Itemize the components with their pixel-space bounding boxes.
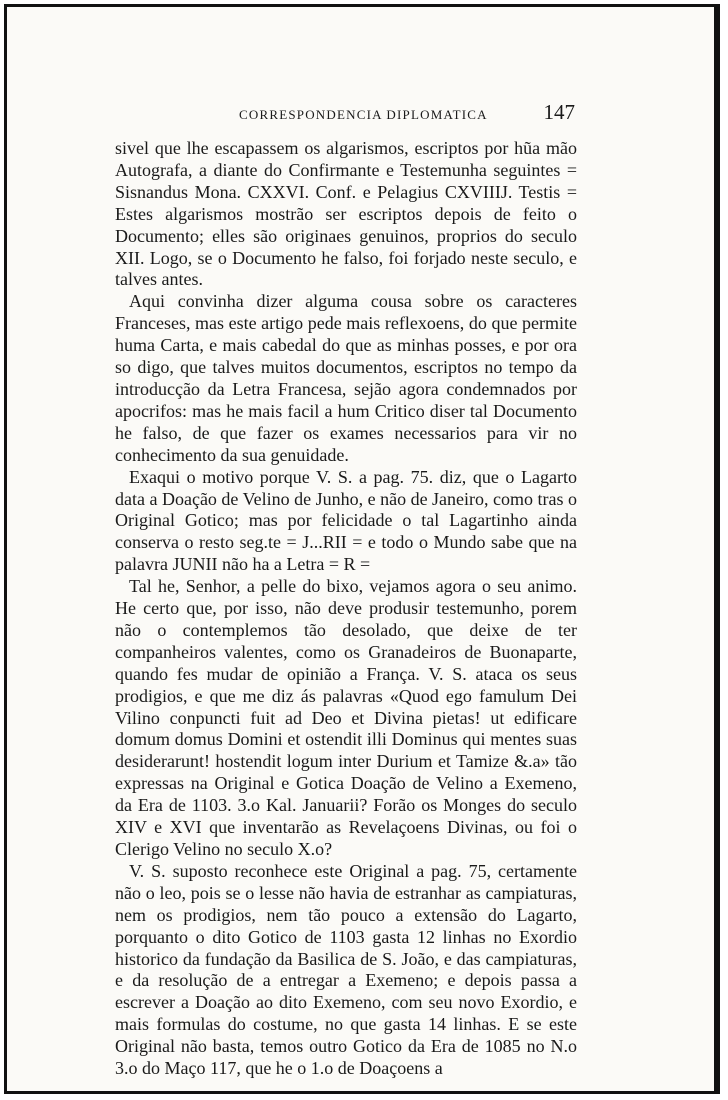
- book-page: [4, 4, 720, 1094]
- paragraph-5: V. S. suposto reconhece este Original a pag. 75, certamente não o leo, pois se o lesse não havia de estranhar as campiaturas, nem os prodigios, nem tão pouco a extensão do Lagarto, porquanto o dito Gotico de 1103 gasta 12 linhas no Exordio historico da fundação da Basilica de S. João, e das campiaturas, e da resolução de a entregar a Exemeno; e depois passa a escrever a Doação ao dito Exemeno, com seu novo Exordio, e mais formulas do costume, no que gasta 14 linhas. E se este Original não basta, temos outro Gotico da Era de 1085 no N.o 3.o do Maço 117, que he o 1.o de Doaçoens a: [115, 860, 577, 1079]
- paragraph-2: Aqui convinha dizer alguma cousa sobre os caracteres Franceses, mas este artigo pede mais reflexoens, do que permite huma Carta, e mais cabedal do que as minhas posses, e por ora so digo, que talves muitos documentos, escriptos no tempo da introducção da Letra Francesa, sejão agora condemnados por apocrifos: mas he mais facil a hum Critico diser tal Documento he falso, de que fazer os exames necessarios para vir no conhecimento da sua genuidade.: [115, 291, 577, 465]
- running-head: CORRESPONDENCIA DIPLOMATICA: [239, 107, 488, 122]
- page-number: 147: [543, 100, 575, 124]
- page-header: [115, 100, 587, 130]
- paragraph-4: Tal he, Senhor, a pelle do bixo, vejamos agora o seu animo. He certo que, por isso, não deve produsir testemunho, porem não o contemplemos tão desolado, que deixe de ter companheiros valentes, como os Granadeiros de Buonaparte, quando fes mudar de opinião a França. V. S. ataca os seus prodigios, e que me diz ás palavras «Quod ego famulum Dei Vilino conpuncti fuit ad Deo et Divina pietas! ut edificare domum domus Domini et ostendit illi Dominus qui mentes suas desiderarunt! hostendit logum inter Durium et Tamize &.a» tão expressas na Original e Gotica Doação de Velino a Exemeno, da Era de 1103. 3.o Kal. Januarii? Forão os Monges do seculo XIV e XVI que inventarão as Revelaçoens Divinas, ou foi o Clerigo Velino no seculo X.o?: [115, 576, 577, 859]
- paragraph-1: sivel que lhe escapassem os algarismos, escriptos por hũa mão Autografa, a diante do Confirmante e Testemunha seguintes = Sisnandus Mona. CXXVI. Conf. e Pelagius CXVIIIJ. Testis = Estes algarismos mostrão ser escriptos depois de feito o Documento; elles são originaes genuinos, proprios do seculo XII. Logo, se o Documento he falso, foi forjado neste seculo, e talves antes.: [115, 138, 577, 290]
- paragraph-3: Exaqui o motivo porque V. S. a pag. 75. diz, que o Lagarto data a Doação de Velino de Junho, e não de Janeiro, como tras o Original Gotico; mas por felicidade o tal Lagartinho ainda conserva o resto seg.te = J...RII = e todo o Mundo sabe que na palavra JUNII não ha a Letra = R =: [115, 466, 578, 575]
- body-text: [115, 138, 577, 1080]
